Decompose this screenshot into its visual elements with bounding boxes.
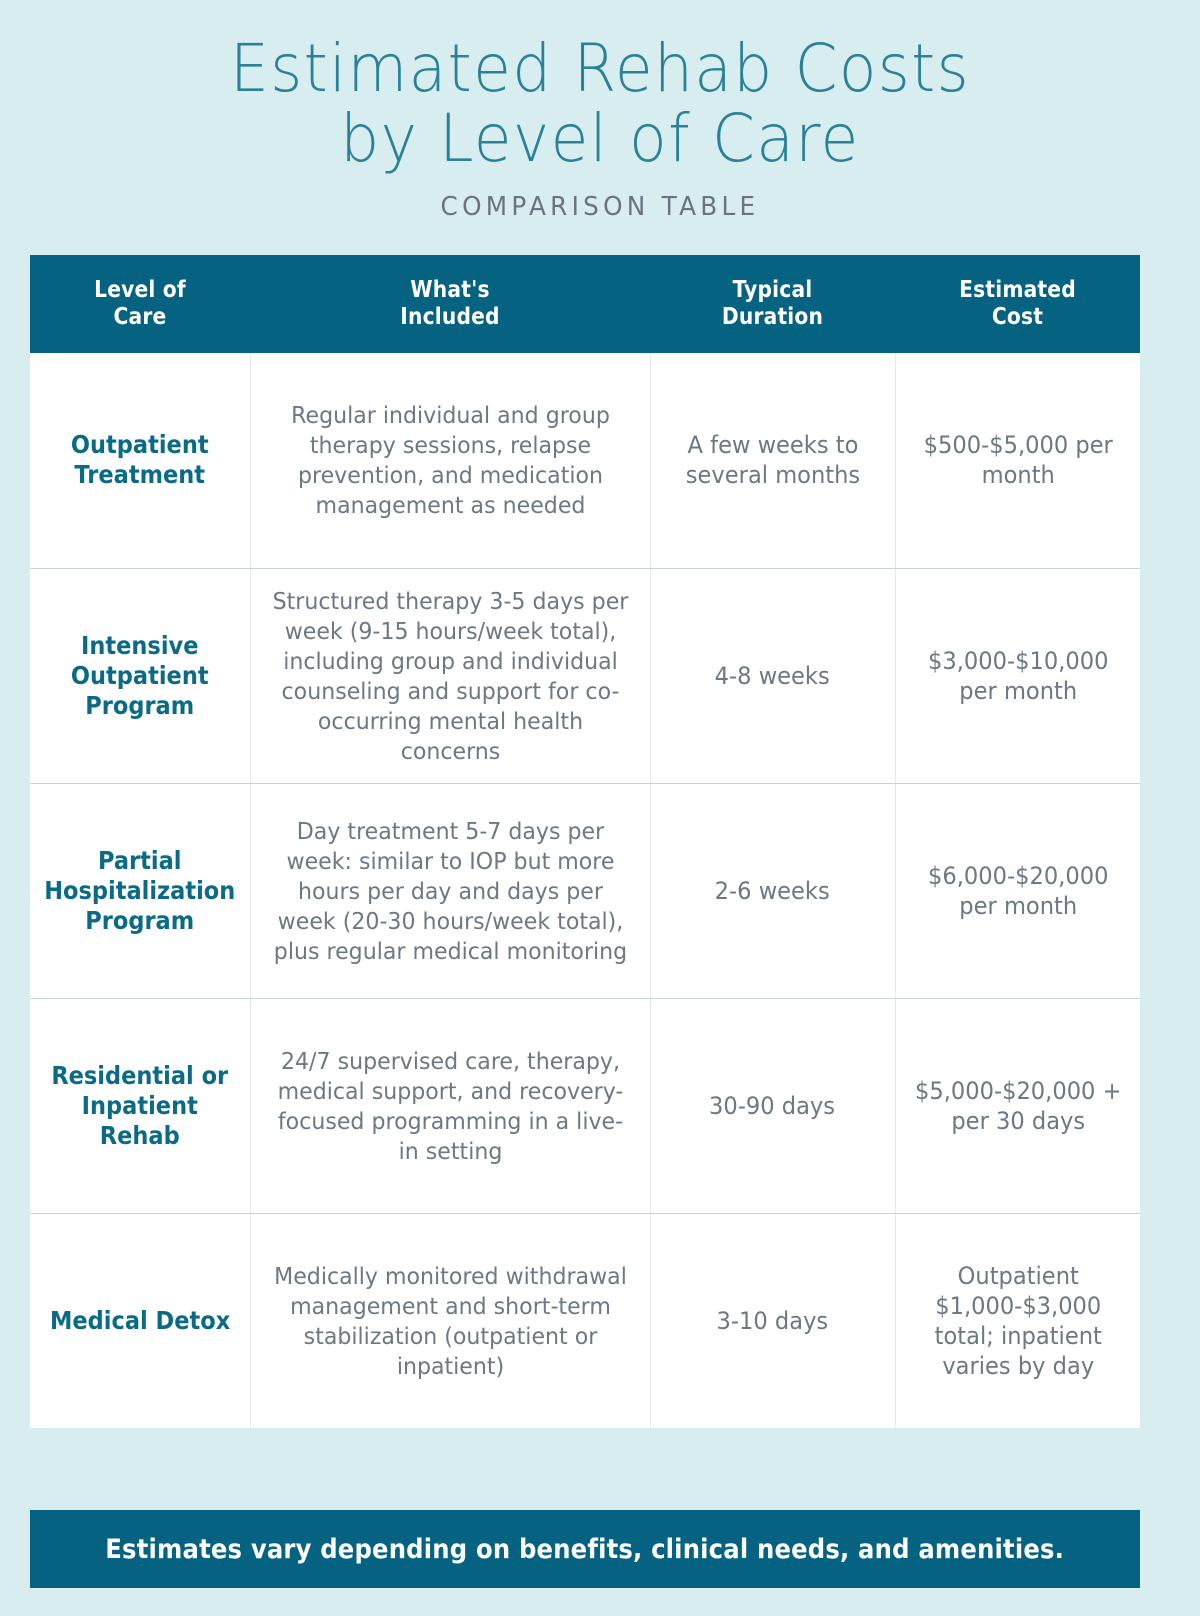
cell-typical-duration bbox=[650, 353, 895, 568]
column-header-line-1: Estimated bbox=[959, 277, 1076, 303]
table-row bbox=[30, 353, 1140, 568]
table-row bbox=[30, 568, 1140, 783]
level-of-care-label: Residential or Inpatient Rehab bbox=[51, 1060, 229, 1150]
level-of-care-label: Intensive Outpatient Program bbox=[70, 630, 209, 720]
column-header-line-1: Level of bbox=[94, 277, 186, 303]
cell-typical-duration bbox=[650, 783, 895, 998]
table-body bbox=[30, 353, 1140, 1428]
table-row bbox=[30, 783, 1140, 998]
cell-whats-included bbox=[250, 783, 650, 998]
cell-typical-duration bbox=[650, 568, 895, 783]
cell-whats-included bbox=[250, 568, 650, 783]
cell-whats-included bbox=[250, 353, 650, 568]
cell-level-of-care bbox=[30, 353, 250, 568]
typical-duration-text: A few weeks to several months bbox=[685, 431, 860, 490]
cell-typical-duration bbox=[650, 998, 895, 1213]
page-title bbox=[42, 30, 1158, 177]
typical-duration-text: 2-6 weeks bbox=[714, 876, 831, 905]
cell-estimated-cost bbox=[895, 998, 1140, 1213]
estimated-cost-text: $500-$5,000 per month bbox=[923, 431, 1113, 490]
column-header-whats-included bbox=[274, 255, 626, 353]
column-header-line-2: Cost bbox=[991, 304, 1044, 330]
whats-included-text: Day treatment 5-7 days per week: similar to IOP but more hours per day and days per week (20-30 hours/week total), plus regular medical monitoring bbox=[273, 816, 627, 965]
page-title-line-2: by Level of Care bbox=[340, 100, 860, 177]
cell-estimated-cost bbox=[895, 783, 1140, 998]
column-header-level-of-care bbox=[43, 255, 237, 353]
column-header-estimated-cost bbox=[910, 255, 1126, 353]
level-of-care-label: Partial Hospitalization Program bbox=[44, 845, 236, 935]
whats-included-text: Structured therapy 3-5 days per week (9-15 hours/week total), including group and individual counseling and support for co-occurring mental health concerns bbox=[272, 586, 628, 765]
cell-level-of-care bbox=[30, 568, 250, 783]
estimated-cost-text: $3,000-$10,000 per month bbox=[927, 646, 1108, 705]
cell-whats-included bbox=[250, 1213, 650, 1428]
page-subtitle: COMPARISON TABLE bbox=[440, 192, 760, 222]
column-header-line-2: Included bbox=[400, 304, 500, 330]
estimated-cost-text: Outpatient $1,000-$3,000 total; inpatient varies by day bbox=[934, 1261, 1102, 1380]
estimated-cost-text: $6,000-$20,000 per month bbox=[927, 861, 1108, 920]
typical-duration-text: 3-10 days bbox=[716, 1306, 829, 1335]
column-header-line-1: What's bbox=[410, 277, 490, 303]
table-row bbox=[30, 1213, 1140, 1428]
cell-level-of-care bbox=[30, 1213, 250, 1428]
table-header-row bbox=[30, 255, 1140, 353]
whats-included-text: Medically monitored withdrawal management and short-term stabilization (outpatient or inpatient) bbox=[273, 1261, 627, 1380]
footer-note-bar bbox=[30, 1510, 1140, 1588]
table-row bbox=[30, 998, 1140, 1213]
column-header-typical-duration bbox=[665, 255, 881, 353]
page-title-line-1: Estimated Rehab Costs bbox=[230, 30, 970, 107]
table-header bbox=[30, 255, 1140, 353]
comparison-table-wrapper bbox=[30, 255, 1140, 1428]
whats-included-text: 24/7 supervised care, therapy, medical support, and recovery-focused programming in a live-in setting bbox=[277, 1046, 623, 1165]
whats-included-text: Regular individual and group therapy sessions, relapse prevention, and medication management as needed bbox=[290, 401, 610, 520]
column-header-line-2: Duration bbox=[721, 304, 824, 330]
column-header-line-2: Care bbox=[113, 304, 167, 330]
cell-whats-included bbox=[250, 998, 650, 1213]
typical-duration-text: 30-90 days bbox=[709, 1091, 836, 1120]
cell-typical-duration bbox=[650, 1213, 895, 1428]
cell-level-of-care bbox=[30, 783, 250, 998]
typical-duration-text: 4-8 weeks bbox=[714, 661, 831, 690]
estimated-cost-text: $5,000-$20,000 + per 30 days bbox=[914, 1076, 1121, 1135]
level-of-care-label: Outpatient Treatment bbox=[70, 430, 209, 490]
cell-level-of-care bbox=[30, 998, 250, 1213]
footer-note-text: Estimates vary depending on benefits, clinical needs, and amenities. bbox=[105, 1533, 1065, 1565]
column-header-line-1: Typical bbox=[732, 277, 813, 303]
cell-estimated-cost bbox=[895, 568, 1140, 783]
comparison-table bbox=[30, 255, 1140, 1428]
cell-estimated-cost bbox=[895, 1213, 1140, 1428]
header-block bbox=[0, 0, 1200, 222]
level-of-care-label: Medical Detox bbox=[49, 1305, 230, 1335]
cell-estimated-cost bbox=[895, 353, 1140, 568]
